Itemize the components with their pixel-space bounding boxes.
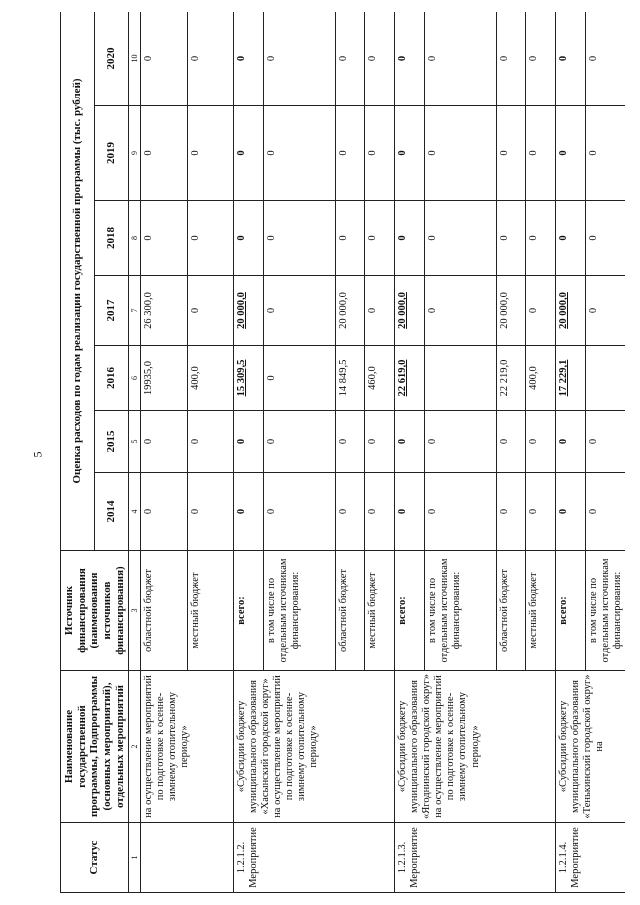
column-number: 2: [129, 671, 141, 823]
amount-cell: 0: [234, 106, 264, 201]
amount-cell: 0: [526, 473, 556, 551]
amount-cell: 0: [496, 411, 526, 473]
status-code: 1.2.1.2.: [236, 841, 248, 874]
amount-cell: 0: [556, 473, 586, 551]
amount-cell: 0: [526, 106, 556, 201]
column-number: 9: [129, 106, 141, 201]
amount-cell: 14 849,5: [335, 346, 365, 411]
column-number: 1: [129, 823, 141, 893]
amount-cell: 0: [496, 201, 526, 276]
amount-cell: [585, 346, 625, 411]
amount-cell: 0: [526, 12, 556, 106]
amount-cell: 0: [585, 411, 625, 473]
status-type: Мероприятие: [409, 827, 421, 888]
column-number: 10: [129, 12, 141, 106]
amount-cell: 19935,0: [141, 346, 187, 411]
table-body: [141, 12, 625, 893]
amount-cell: 0: [263, 411, 335, 473]
expenditure-table: [60, 12, 625, 893]
measure-name-cell: «Субсидии бюджету муниципального образования «Ягоднинский городской округ» на осуществление мероприятий по подготовке к осенне-зимнему отопительному периоду»: [395, 671, 556, 823]
amount-cell: 0: [187, 106, 233, 201]
status-cell: [395, 823, 556, 893]
amount-cell: 0: [365, 201, 395, 276]
amount-cell: 22 619,0: [395, 346, 425, 411]
amount-cell: 0: [395, 473, 425, 551]
amount-cell: 0: [365, 276, 395, 346]
amount-cell: 26 300,0: [141, 276, 187, 346]
column-number: 4: [129, 473, 141, 551]
amount-cell: 0: [424, 12, 496, 106]
funding-source-cell: всего:: [234, 551, 264, 671]
amount-cell: 0: [365, 106, 395, 201]
amount-cell: 0: [141, 411, 187, 473]
amount-cell: 0: [496, 106, 526, 201]
column-number: 5: [129, 411, 141, 473]
amount-cell: 0: [424, 276, 496, 346]
amount-cell: 0: [556, 411, 586, 473]
amount-cell: 460,0: [365, 346, 395, 411]
amount-cell: 15 309,5: [234, 346, 264, 411]
funding-source-cell: областной бюджет: [141, 551, 187, 671]
amount-cell: 0: [187, 411, 233, 473]
table-row: [556, 12, 586, 893]
table-row: [234, 12, 264, 893]
amount-cell: 0: [335, 473, 365, 551]
amount-cell: 0: [424, 201, 496, 276]
document-page: [60, 12, 625, 893]
amount-cell: 20 000,0: [496, 276, 526, 346]
amount-cell: 0: [335, 106, 365, 201]
status-cell: [556, 823, 625, 893]
amount-cell: 0: [141, 106, 187, 201]
amount-cell: 0: [141, 473, 187, 551]
amount-cell: 0: [365, 473, 395, 551]
status-type: Мероприятие: [570, 827, 582, 888]
amount-cell: 20 000,0: [556, 276, 586, 346]
funding-source-cell: областной бюджет: [496, 551, 526, 671]
column-number-row: [129, 12, 141, 893]
amount-cell: 20 000,0: [234, 276, 264, 346]
amount-cell: 0: [263, 346, 335, 411]
measure-name-cell: «Субсидии бюджету муниципального образования «Тенькинский городской округ» на: [556, 671, 625, 823]
header-year: 2014: [95, 473, 129, 551]
status-code: 1.2.1.3.: [397, 841, 409, 874]
amount-cell: 0: [234, 201, 264, 276]
amount-cell: 20 000,0: [395, 276, 425, 346]
amount-cell: 0: [263, 201, 335, 276]
header-year: 2015: [95, 411, 129, 473]
amount-cell: 0: [335, 201, 365, 276]
header-year: 2018: [95, 201, 129, 276]
amount-cell: 0: [187, 201, 233, 276]
amount-cell: 20 000,0: [335, 276, 365, 346]
header-status: Статус: [61, 823, 129, 893]
rotated-table-container: [60, 12, 625, 893]
header-row-1: [61, 12, 95, 893]
amount-cell: 0: [335, 411, 365, 473]
amount-cell: 0: [526, 201, 556, 276]
amount-cell: 0: [187, 473, 233, 551]
amount-cell: 0: [263, 276, 335, 346]
page-number: 5: [30, 451, 45, 458]
amount-cell: 400,0: [526, 346, 556, 411]
header-year: 2017: [95, 276, 129, 346]
funding-source-cell: в том числе по отдельным источникам финансирования:: [263, 551, 335, 671]
amount-cell: 0: [141, 201, 187, 276]
amount-cell: 0: [556, 201, 586, 276]
amount-cell: 0: [496, 12, 526, 106]
amount-cell: 0: [526, 411, 556, 473]
status-cell: [141, 823, 234, 893]
funding-source-cell: всего:: [556, 551, 586, 671]
amount-cell: 0: [365, 12, 395, 106]
amount-cell: 0: [424, 106, 496, 201]
column-number: 8: [129, 201, 141, 276]
table-row: [141, 12, 187, 893]
amount-cell: [424, 346, 496, 411]
amount-cell: 0: [424, 411, 496, 473]
funding-source-cell: областной бюджет: [335, 551, 365, 671]
funding-source-cell: местный бюджет: [526, 551, 556, 671]
funding-source-cell: всего:: [395, 551, 425, 671]
funding-source-cell: местный бюджет: [187, 551, 233, 671]
amount-cell: 0: [556, 12, 586, 106]
amount-cell: 0: [234, 12, 264, 106]
amount-cell: 0: [234, 473, 264, 551]
amount-cell: 0: [335, 12, 365, 106]
amount-cell: 0: [263, 106, 335, 201]
measure-name-cell: «Субсидии бюджету муниципального образования «Хасынский городской округ» на осуществление мероприятий по подготовке к осенне-зимнему отопительному периоду»: [234, 671, 395, 823]
amount-cell: 17 229,1: [556, 346, 586, 411]
amount-cell: 0: [585, 276, 625, 346]
amount-cell: 0: [187, 276, 233, 346]
amount-cell: 0: [395, 12, 425, 106]
amount-cell: 0: [585, 106, 625, 201]
amount-cell: 0: [263, 473, 335, 551]
amount-cell: 0: [141, 12, 187, 106]
amount-cell: 0: [424, 473, 496, 551]
amount-cell: 0: [365, 411, 395, 473]
header-estimate: Оценка расходов по годам реализации государственной программы (тыс. рублей): [61, 12, 95, 551]
amount-cell: 0: [395, 411, 425, 473]
amount-cell: 0: [526, 276, 556, 346]
amount-cell: 0: [187, 12, 233, 106]
header-source: Источник финансирования (наименования источников финансирования): [61, 551, 129, 671]
status-type: Мероприятие: [248, 827, 260, 888]
amount-cell: 0: [556, 106, 586, 201]
column-number: 7: [129, 276, 141, 346]
amount-cell: 0: [395, 106, 425, 201]
amount-cell: 0: [263, 12, 335, 106]
status-cell: [234, 823, 395, 893]
header-year: 2016: [95, 346, 129, 411]
status-code: 1.2.1.4.: [558, 841, 570, 874]
funding-source-cell: в том числе по отдельным источникам финансирования:: [585, 551, 625, 671]
measure-name-cell: на осуществление мероприятий по подготовке к осенне-зимнему отопительному периоду»: [141, 671, 234, 823]
header-name: Наименование государственной программы, Подпрограммы (основных мероприятий), отдельных мероприятий: [61, 671, 129, 823]
amount-cell: 0: [496, 473, 526, 551]
funding-source-cell: в том числе по отдельным источникам финансирования:: [424, 551, 496, 671]
header-year: 2020: [95, 12, 129, 106]
amount-cell: 400,0: [187, 346, 233, 411]
column-number: 6: [129, 346, 141, 411]
header-year: 2019: [95, 106, 129, 201]
amount-cell: 0: [234, 411, 264, 473]
funding-source-cell: местный бюджет: [365, 551, 395, 671]
amount-cell: 0: [585, 201, 625, 276]
column-number: 3: [129, 551, 141, 671]
amount-cell: 22 219,0: [496, 346, 526, 411]
table-row: [395, 12, 425, 893]
amount-cell: 0: [585, 473, 625, 551]
amount-cell: 0: [585, 12, 625, 106]
amount-cell: 0: [395, 201, 425, 276]
